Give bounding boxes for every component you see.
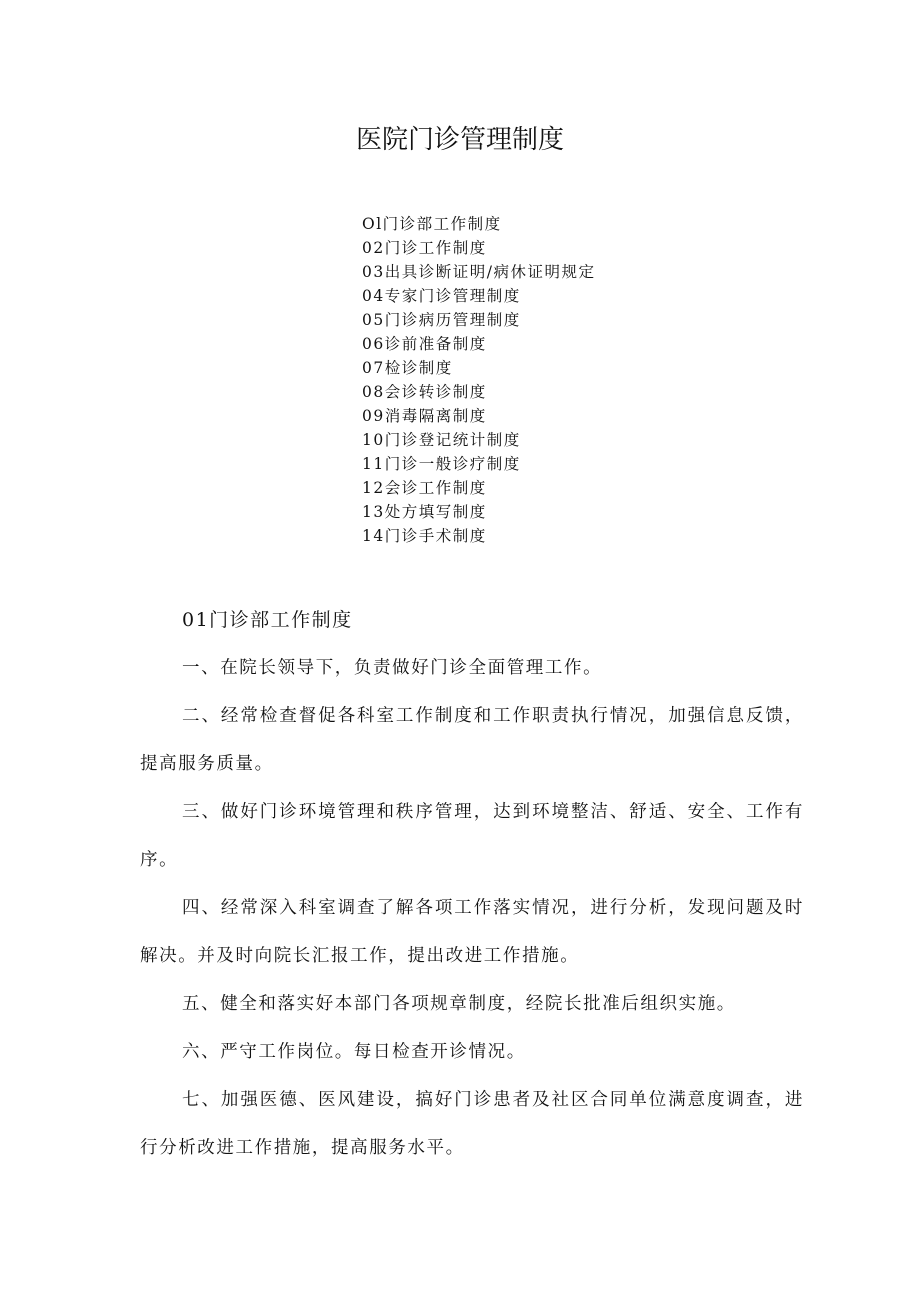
- toc-item: 14门诊手术制度: [362, 527, 487, 545]
- toc-item: 04专家门诊管理制度: [362, 287, 521, 305]
- paragraph: 七、加强医德、医风建设，搞好门诊患者及社区合同单位满意度调查，进行分析改进工作措施，提高服务水平。: [140, 1090, 804, 1158]
- toc-item: 12会诊工作制度: [362, 479, 487, 497]
- paragraph: 一、在院长领导下，负责做好门诊全面管理工作。: [182, 658, 603, 678]
- document-title: 医院门诊管理制度: [355, 125, 564, 155]
- toc-item: Ol门诊部工作制度: [362, 215, 502, 233]
- paragraph: 二、经常检查督促各科室工作制度和工作职责执行情况，加强信息反馈，提高服务质量。: [140, 706, 804, 774]
- paragraph: 四、经常深入科室调查了解各项工作落实情况，进行分析，发现问题及时解决。并及时向院长汇报工作，提出改进工作措施。: [140, 898, 804, 966]
- paragraph: 三、做好门诊环境管理和秩序管理，达到环境整洁、舒适、安全、工作有序。: [140, 802, 804, 870]
- table-of-contents: [362, 212, 595, 548]
- toc-item: 06诊前准备制度: [362, 335, 487, 353]
- paragraph: 五、健全和落实好本部门各项规章制度，经院长批准后组织实施。: [182, 994, 736, 1014]
- paragraph: 六、严守工作岗位。每日检查开诊情况。: [182, 1042, 526, 1062]
- toc-item: 11门诊一般诊疗制度: [362, 455, 521, 473]
- toc-item: 05门诊病历管理制度: [362, 311, 521, 329]
- toc-item: 02门诊工作制度: [362, 239, 487, 257]
- toc-item: 08会诊转诊制度: [362, 383, 487, 401]
- toc-item: 13处方填写制度: [362, 503, 487, 521]
- toc-item: 07检诊制度: [362, 359, 453, 377]
- section-heading: 01门诊部工作制度: [182, 609, 353, 631]
- toc-item: 10门诊登记统计制度: [362, 431, 521, 449]
- section-body: [140, 596, 804, 1172]
- toc-item: 09消毒隔离制度: [362, 407, 487, 425]
- toc-item: 03出具诊断证明/病休证明规定: [362, 263, 596, 281]
